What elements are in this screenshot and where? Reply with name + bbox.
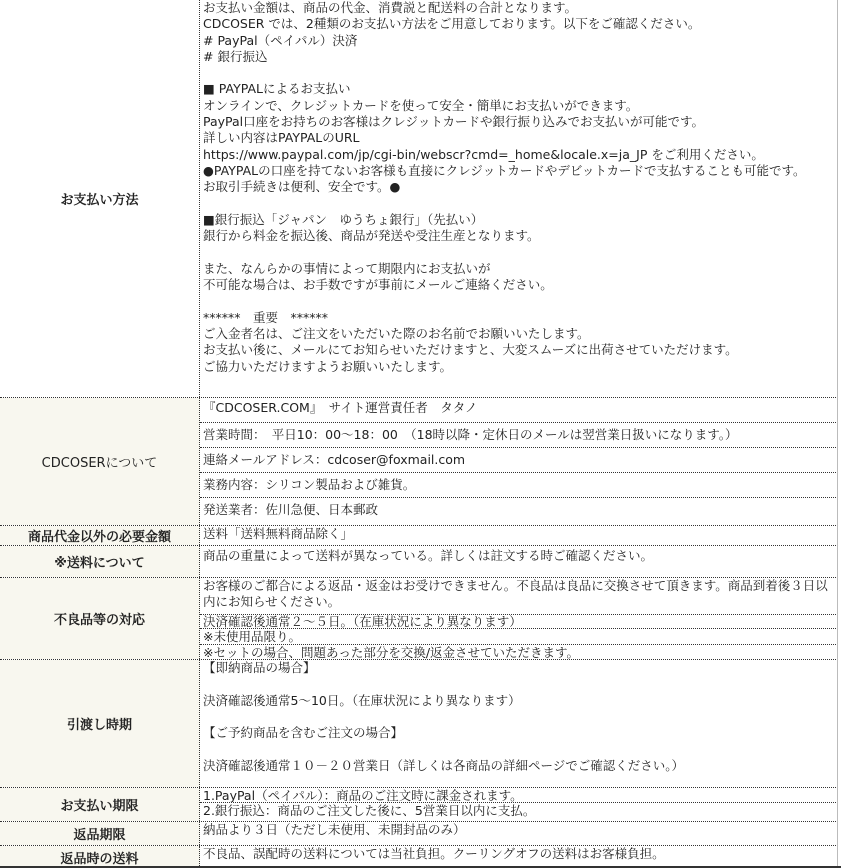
row-payment-method: [0, 0, 838, 398]
shipping-text: 商品の重量によって送料が異なっている。詳しくは註文する時ご確認ください。: [203, 548, 654, 563]
row-about-cdcoser: [0, 398, 838, 526]
right-border: [837, 0, 841, 868]
row-label: 返品時の送料: [0, 846, 200, 868]
payment-method-text: お支払い金額は、商品の代金、消費説と配送料の合計となります。 CDCOSER では、2種類のお支払い方法をご用意しております。以下をご確認ください。 # PayPal（ペイパル）決済 # 銀行振込 ■ PAYPALによるお支払い オンラインで、クレジットカードを使って安全・簡単にお支払いができます。 PayPal口座をお持ちのお客様はクレジットカードや銀行振り込みでお支払いが可能です。 詳しい内容はPAYPALのURL https://www.paypal.com/jp/cgi-bin/webscr?cmd=_home&locale.x=ja_JP をご利用ください。 ●PAYPALの口座を持てないお客様も直接にクレジットカードやデビットカードで支払することも可能です。 お取引手続きは便利、安全です。● ■銀行振込「ジャパン ゆうちょ銀行」（先払い） 銀行から料金を振込後、商品が発送や受注生産となります。 また、なんらかの事情によって期限内にお支払いが 不可能な場合は、お手数ですが事前にメールご連絡ください。 ****** 重要 ****** ご入金者名は、ご注文をいただいた際のお名前でお願いいたします。 お支払い後に、メールにてお知らせいただけますと、大変スムーズに出荷させていただけます。 ご協力いただけますようお願いいたします。: [203, 0, 806, 374]
delivery-time-text: 【即納商品の場合】 決済確認後通常5～10日。（在庫状況により異なります） 【ご予約商品を含むご注文の場合】 決済確認後通常１０－２０営業日（詳しくは各商品の詳細ページでご確認ください。）: [203, 660, 685, 773]
defects-line: 決済確認後通常２～５日。（在庫状況により異なります）: [200, 615, 838, 629]
extra-fees-text: 送料「送料無料商品除く」: [203, 526, 354, 541]
defects-line: ※セットの場合、問題あった部分を交換/返金させていただきます。: [203, 645, 580, 660]
defects-line: お客様のご都合による返品・返金はお受けできません。不良品は良品に交換させて頂きます。商品到着後３日以内にお知らせください。: [200, 578, 838, 615]
row-delivery-time: [0, 660, 838, 788]
contact-email-text[interactable]: 連絡メールアドレス：cdcoser@foxmail.com: [200, 448, 838, 473]
row-payment-deadline: [0, 788, 838, 822]
row-label: ※送料について: [0, 546, 200, 577]
deadline-line: 2.銀行振込：商品のご注文した後に、5営業日以内に支払。: [203, 803, 536, 818]
row-label: 不良品等の対応: [0, 578, 200, 659]
return-deadline-text: 納品より３日（ただし未使用、未開封品のみ）: [203, 822, 466, 837]
row-return-deadline: [0, 822, 838, 846]
business-content-text: 業務内容：シリコン製品および雑貨。: [200, 473, 838, 498]
row-label: お支払い期限: [0, 788, 200, 821]
row-label: 引渡し時期: [0, 660, 200, 787]
row-defects: [0, 578, 838, 660]
return-shipping-text: 不良品、誤配時の送料については当社負担。クーリングオフの送料はお客様負担。: [203, 846, 665, 861]
row-label: 返品期限: [0, 822, 200, 845]
row-label: CDCOSERについて: [0, 398, 200, 525]
row-shipping: [0, 546, 838, 578]
row-extra-fees: [0, 526, 838, 546]
row-label: お支払い方法: [0, 0, 200, 397]
shipping-carrier-text: 発送業者：佐川急便、日本郵政: [203, 502, 379, 517]
defects-line: ※未使用品限り。: [200, 629, 838, 645]
deadline-line: 1.PayPal（ペイパル）：商品のご注文時に課金されます。: [200, 788, 838, 803]
business-hours-text: 営業時間： 平日10：00～18：00 （18時以降・定休日のメールは翌営業日扱いになります。）: [200, 423, 838, 448]
operator-text: 『CDCOSER.COM』 サイト運営責任者 タタノ: [200, 398, 838, 423]
row-label: 商品代金以外の必要金額: [0, 526, 200, 545]
row-return-shipping: [0, 846, 838, 868]
